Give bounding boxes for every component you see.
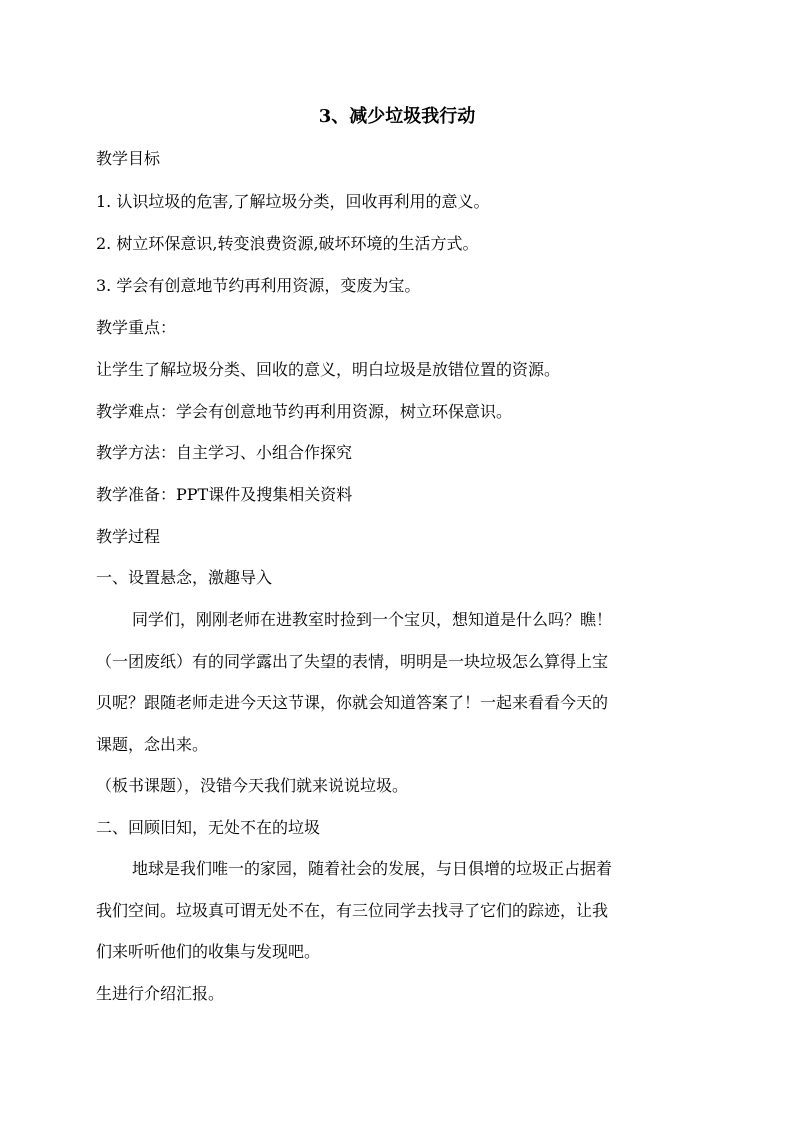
key-points-text: 让学生了解垃圾分类、回收的意义，明白垃圾是放错位置的资源。 xyxy=(96,360,561,379)
paragraph-2-line-2: 我们空间。垃圾真可谓无处不在，有三位同学去找寻了它们的踪迹，让我 xyxy=(96,901,609,920)
section-2-heading: 二、回顾旧知，无处不在的垃圾 xyxy=(96,818,321,837)
document-title: 3、减少垃圾我行动 xyxy=(318,106,476,127)
teaching-preparation: 教学准备：PPT课件及搜集相关资料 xyxy=(96,485,353,504)
heading-process: 教学过程 xyxy=(96,527,161,546)
paragraph-2-line-3: 们来听听他们的收集与发现吧。 xyxy=(96,942,321,961)
heading-key-points: 教学重点： xyxy=(96,318,177,337)
objective-3: 3. 学会有创意地节约再利用资源，变废为宝。 xyxy=(96,276,421,295)
paragraph-1-line-3: 贝呢？跟随老师走进今天这节课，你就会知道答案了！一起来看看今天的 xyxy=(96,693,609,712)
section-1-heading: 一、设置悬念，激趣导入 xyxy=(96,568,273,587)
objective-2: 2. 树立环保意识,转变浪费资源,破坏环境的生活方式。 xyxy=(96,234,479,253)
paragraph-2-line-1: 地球是我们唯一的家园，随着社会的发展，与日俱增的垃圾正占据着 xyxy=(132,859,613,878)
teaching-methods: 教学方法：自主学习、小组合作探究 xyxy=(96,443,353,462)
student-report: 生进行介绍汇报。 xyxy=(96,984,225,1003)
objective-1: 1. 认识垃圾的危害,了解垃圾分类，回收再利用的意义。 xyxy=(96,192,490,211)
blackboard-note: （板书课题），没错今天我们就来说说垃圾。 xyxy=(96,776,409,795)
paragraph-1-line-4: 课题，念出来。 xyxy=(96,735,209,754)
paragraph-1-line-2: （一团废纸）有的同学露出了失望的表情，明明是一块垃圾怎么算得上宝 xyxy=(96,652,609,671)
difficult-points: 教学难点：学会有创意地节约再利用资源，树立环保意识。 xyxy=(96,402,513,421)
paragraph-1-line-1: 同学们，刚刚老师在进教室时捡到一个宝贝，想知道是什么吗？瞧！ xyxy=(132,610,613,629)
heading-objectives: 教学目标 xyxy=(96,149,161,168)
